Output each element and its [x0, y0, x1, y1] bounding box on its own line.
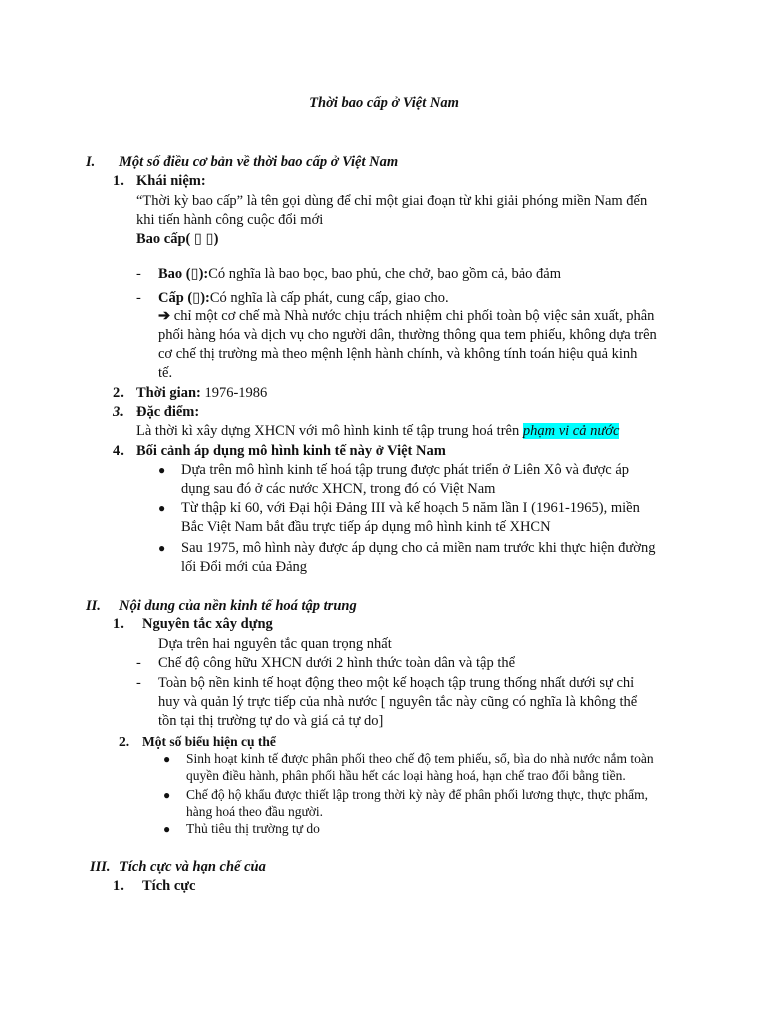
time-value: 1976-1986: [200, 385, 268, 401]
s2-item-1-heading: Nguyên tắc xây dựng: [142, 616, 273, 632]
bullet-icon: ●: [163, 752, 171, 766]
context-bullet-3-line-1: Sau 1975, mô hình này được áp dụng cho cả miền nam trước khi thực hiện đường: [181, 540, 656, 556]
bao-text: Có nghĩa là bao bọc, bao phủ, che chở, bao gồm cả, bảo đảm: [208, 266, 562, 282]
time-line: [136, 384, 267, 403]
section-3-heading: Tích cực và hạn chế của: [119, 859, 266, 875]
bao-definition: [158, 265, 561, 284]
principle-2-line-1: Toàn bộ nền kinh tế hoạt động theo một kế hoạch tập trung thống nhất dưới sự chỉ: [158, 675, 635, 691]
highlighted-phrase: phạm vi cả nước: [522, 423, 620, 439]
section-2-heading: Nội dung của nền kinh tế hoá tập trung: [119, 598, 357, 614]
characteristics-text: Là thời kì xây dựng XHCN với mô hình kinh tế tập trung hoá trên: [136, 423, 523, 439]
s2-item-2-heading: Một số biểu hiện cụ thể: [142, 734, 276, 749]
bullet-icon: ●: [158, 463, 166, 477]
principles-intro: Dựa trên hai nguyên tắc quan trọng nhất: [158, 636, 392, 652]
bao-term: Bao (▯):: [158, 266, 209, 282]
bullet-icon: ●: [158, 501, 166, 515]
principle-2-line-2: huy và quản lý trực tiếp của nhà nước [ nguyên tắc này cũng có nghĩa là không thể: [158, 694, 638, 710]
arrow-line-2: phối hàng hóa và dịch vụ cho người dân, thường thông qua tem phiếu, không dựa trên: [158, 327, 657, 343]
dash-marker: -: [136, 675, 141, 691]
manifest-bullet-2-line-1: Chế độ hộ khẩu được thiết lập trong thời kỳ này để phân phối lương thực, thực phẩm,: [186, 787, 648, 802]
section-2-number: II.: [86, 598, 101, 614]
cap-definition: [158, 289, 449, 308]
item-3-heading: Đặc điểm:: [136, 404, 200, 420]
arrow-line-1: [158, 307, 654, 326]
section-3-number: III.: [90, 859, 111, 875]
arrow-line-3: cơ chế thị trường mà theo mệnh lệnh hành chính, và không tính toán hiệu quả kinh: [158, 346, 638, 362]
item-4-number: 4.: [113, 443, 124, 459]
document-title: Thời bao cấp ở Việt Nam: [309, 95, 459, 111]
dash-marker: -: [136, 290, 141, 306]
s2-item-2-number: 2.: [119, 734, 130, 749]
characteristics-line: [136, 422, 619, 441]
manifest-bullet-2-line-2: hàng hoá theo đầu người.: [186, 804, 324, 819]
manifest-bullet-3: Thủ tiêu thị trường tự do: [186, 821, 320, 836]
item-1-heading: Khái niệm:: [136, 173, 206, 189]
bullet-icon: ●: [163, 788, 171, 802]
manifest-bullet-1-line-1: Sinh hoạt kinh tế được phân phối theo chế độ tem phiếu, sổ, bìa do nhà nước nắm toàn: [186, 751, 654, 766]
s3-item-1-heading: Tích cực: [142, 878, 196, 894]
concept-line-1: “Thời kỳ bao cấp” là tên gọi dùng để chỉ một giai đoạn từ khi giải phóng miền Nam đến: [136, 193, 648, 209]
s2-item-1-number: 1.: [113, 616, 124, 632]
arrow-text-1: chỉ một cơ chế mà Nhà nước chịu trách nhiệm chi phối toàn bộ việc sản xuất, phân: [170, 308, 655, 324]
bullet-icon: ●: [158, 541, 166, 555]
principle-2-line-3: tồn tại thị trường tự do và giá cả tự do]: [158, 713, 384, 729]
principle-1: Chế độ công hữu XHCN dưới 2 hình thức toàn dân và tập thể: [158, 655, 516, 671]
item-1-number: 1.: [113, 173, 124, 189]
context-bullet-3-line-2: lối Đổi mới của Đảng: [181, 559, 308, 575]
arrow-line-4: tế.: [158, 365, 173, 381]
section-1-heading: Một số điều cơ bản về thời bao cấp ở Việt Nam: [119, 154, 399, 170]
bullet-icon: ●: [163, 822, 171, 836]
dash-marker: -: [136, 655, 141, 671]
arrow-right-icon: ➔: [158, 308, 171, 324]
section-1-number: I.: [86, 154, 96, 170]
cap-term: Cấp (▯):: [158, 290, 210, 306]
dash-marker: -: [136, 266, 141, 282]
context-bullet-1-line-1: Dựa trên mô hình kinh tế hoá tập trung được phát triển ở Liên Xô và được áp: [181, 462, 630, 478]
s3-item-1-number: 1.: [113, 878, 124, 894]
bao-cap-label: Bao cấp( ▯ ▯): [136, 231, 219, 247]
item-3-number: 3.: [113, 404, 124, 420]
context-bullet-1-line-2: dụng sau đó ở các nước XHCN, trong đó có Việt Nam: [181, 481, 496, 497]
item-4-heading: Bối cảnh áp dụng mô hình kinh tế này ở Việt Nam: [136, 443, 446, 459]
cap-text: Có nghĩa là cấp phát, cung cấp, giao cho.: [209, 290, 449, 306]
manifest-bullet-1-line-2: quyền điều hành, phân phối hầu hết các loại hàng hoá, hạn chế trao đổi bằng tiền.: [186, 768, 626, 783]
item-2-number: 2.: [113, 385, 124, 401]
time-heading: Thời gian:: [136, 385, 201, 401]
context-bullet-2-line-1: Từ thập kỉ 60, với Đại hội Đảng III và kế hoạch 5 năm lần I (1961-1965), miền: [181, 500, 640, 516]
context-bullet-2-line-2: Bắc Việt Nam bắt đầu trực tiếp áp dụng mô hình kinh tế XHCN: [181, 519, 551, 535]
concept-line-2: khi tiến hành công cuộc đổi mới: [136, 212, 324, 228]
